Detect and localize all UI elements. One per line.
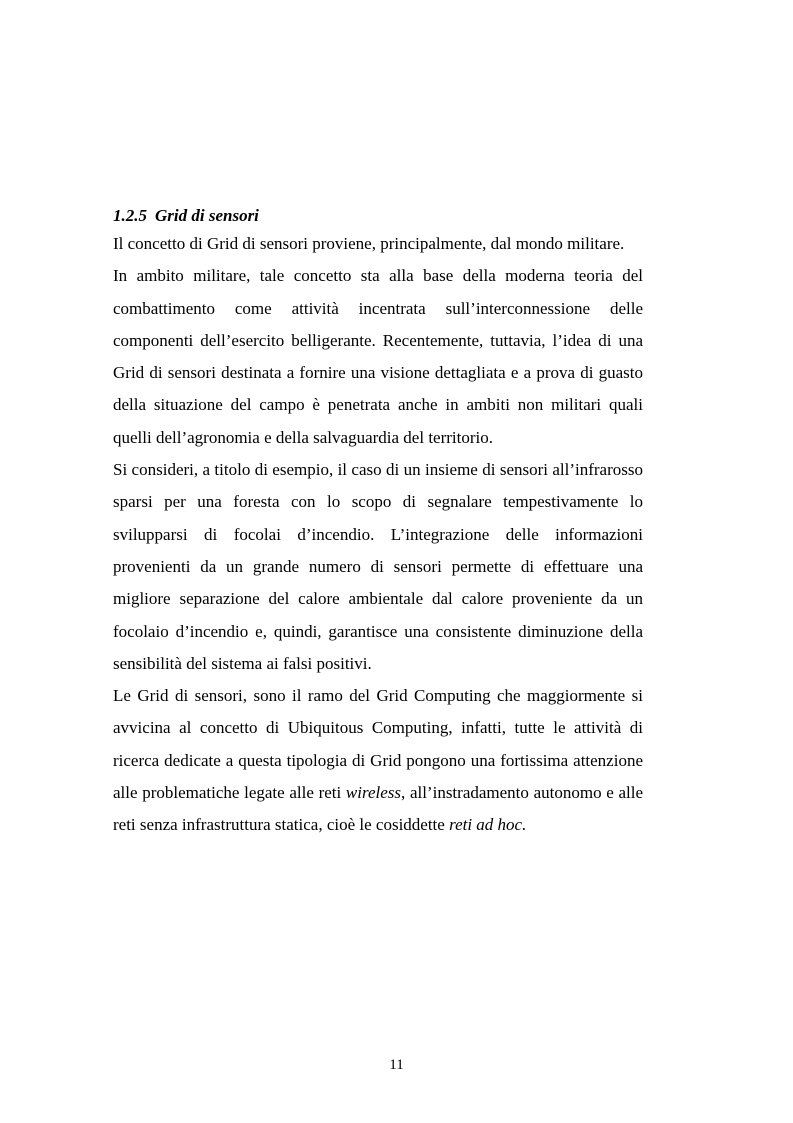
paragraph-3: Si consideri, a titolo di esempio, il caso di un insieme di sensori all’infrarosso sparsi per una foresta con lo scopo di segnalare tempestivamente lo svilupparsi di focolai d’incendio. L’integrazione delle informazioni provenienti da un grande numero di sensori permette di effettuare una migliore separazione del calore ambientale dal calore proveniente da un focolaio d’incendio e, quindi, garantisce una consistente diminuzione della sensibilità del sistema ai falsi positivi. [113,460,643,673]
section-number: 1.2.5 [113,206,147,225]
page-number: 11 [389,1057,404,1073]
page-content [113,204,643,842]
paragraph-1: Il concetto di Grid di sensori proviene, principalmente, dal mondo militare. [113,234,625,253]
paragraph-4 [113,680,643,841]
section-title: Grid di sensori [155,206,259,225]
paragraph-4-text-1: Le Grid di sensori, sono il ramo del Grid Computing che maggiormente si avvicina al concetto di Ubiquitous Computing, infatti, tutte le attività di ricerca dedicate a questa tipologia di Grid pongono una fortissima attenzione alle problematiche legate alle reti [113,686,643,803]
section-heading [113,204,643,228]
paragraph-2: In ambito militare, tale concetto sta alla base della moderna teoria del combattimento come attività incentrata sull’interconnessione delle componenti dell’esercito belligerante. Recentemente, tuttavia, l’idea di una Grid di sensori destinata a fornire una visione dettagliata e a prova di guasto della situazione del campo è penetrata anche in ambiti non militari quali quelli dell’agronomia e della salvaguardia del territorio. [113,266,643,447]
paragraph-4-italic-1: wireless [345,783,402,803]
paragraph-4-italic-2: reti ad hoc. [449,815,527,835]
paragraph-4-text-2: , all’instradamento autonomo e alle reti senza infrastruttura statica, cioè le cosiddette [113,783,643,835]
